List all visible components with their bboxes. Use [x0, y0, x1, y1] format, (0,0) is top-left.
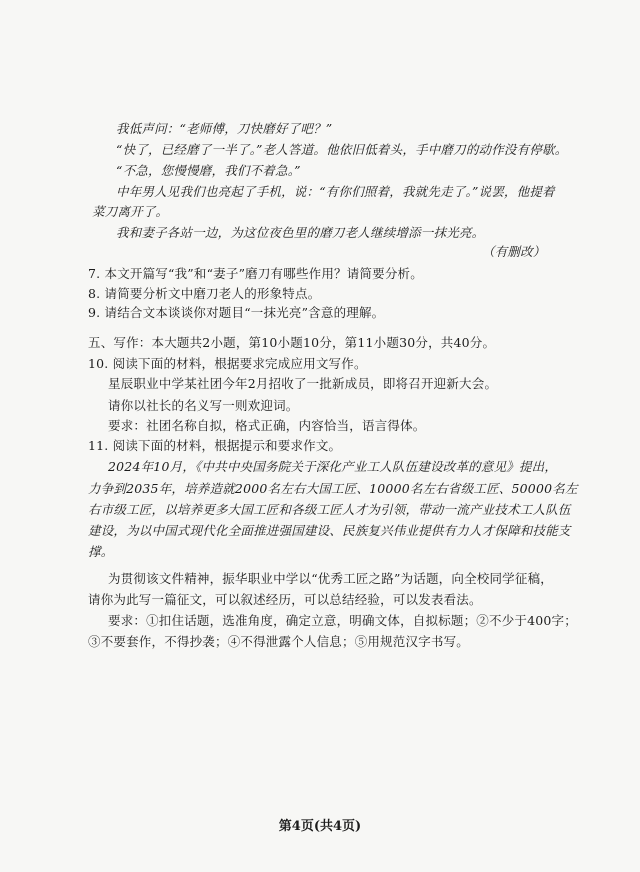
question-10: 10. 阅读下面的材料，根据要求完成应用文写作。	[88, 356, 367, 371]
story-paragraph: “快了，已经磨了一半了。”老人答道。他依旧低着头，手中磨刀的动作没有停歇。	[116, 142, 568, 157]
story-paragraph: 我和妻子各站一边，为这位夜色里的磨刀老人继续增添一抹光亮。	[116, 225, 485, 240]
question-11-material: 建设，为以中国式现代化全面推进强国建设、民族复兴伟业提供有力人才保障和技能支	[88, 523, 571, 538]
question-11-requirements: 要求：①扣住话题，选准角度，确定立意，明确文体，自拟标题；②不少于400字；	[108, 613, 577, 628]
story-paragraph: 中年男人见我们也亮起了手机，说：“有你们照着，我就先走了。”说罢，他提着	[116, 184, 555, 199]
question-7: 7. 本文开篇写“我”和“妻子”磨刀有哪些作用？请简要分析。	[88, 266, 423, 281]
question-11-requirements: ③不要套作，不得抄袭；④不得泄露个人信息；⑤用规范汉字书写。	[88, 634, 470, 649]
question-11-material: 2024年10月，《中共中央国务院关于深化产业工人队伍建设改革的意见》提出，	[108, 459, 558, 474]
question-11-material: 撑。	[88, 544, 114, 559]
story-paragraph-continued: 菜刀离开了。	[92, 204, 169, 219]
question-8: 8. 请简要分析文中磨刀老人的形象特点。	[88, 286, 321, 301]
question-11-material: 力争到2035年，培养造就2000名左右大国工匠、10000名左右省级工匠、50000名左	[88, 481, 578, 496]
question-11-prompt: 请你为此写一篇征文，可以叙述经历，可以总结经验，可以发表看法。	[88, 592, 482, 607]
story-paragraph: “不急，您慢慢磨，我们不着急。”	[116, 163, 301, 178]
page-number: 第4页(共4页)	[278, 819, 362, 834]
section-heading: 五、写作：本大题共2小题，第10小题10分，第11小题30分，共40分。	[88, 335, 496, 350]
question-11-prompt: 为贯彻该文件精神，振华职业中学以“优秀工匠之路”为话题，向全校同学征稿，	[108, 571, 553, 586]
question-10-material: 星辰职业中学某社团今年2月招收了一批新成员，即将召开迎新大会。	[108, 376, 498, 391]
story-paragraph: 我低声问：“老师傅，刀快磨好了吧？”	[116, 121, 333, 136]
question-11: 11. 阅读下面的材料，根据提示和要求作文。	[88, 438, 342, 453]
source-note: （有删改）	[482, 244, 546, 259]
question-11-material: 右市级工匠，以培养更多大国工匠和各级工匠人才为引领，带动一流产业技术工人队伍	[88, 502, 571, 517]
question-9: 9. 请结合文本谈谈你对题目“一抹光亮”含意的理解。	[88, 305, 385, 320]
question-10-task: 请你以社长的名义写一则欢迎词。	[108, 398, 299, 413]
question-10-requirements: 要求：社团名称自拟，格式正确，内容恰当，语言得体。	[108, 418, 426, 433]
